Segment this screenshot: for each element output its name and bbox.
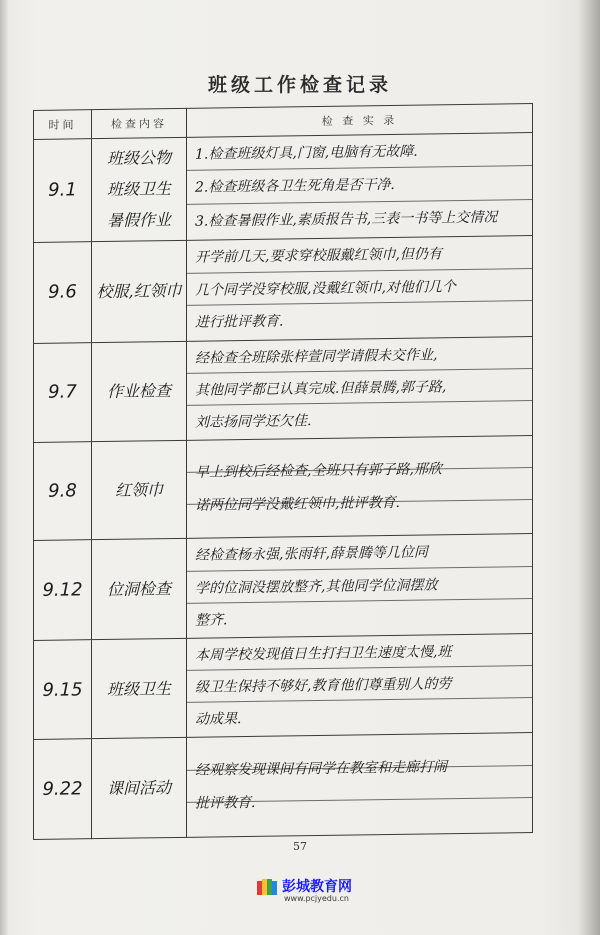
header-topic: 检查内容 <box>92 108 187 138</box>
detail-line: 经观察发现课间有同学在教室和走廊打闹 <box>195 759 447 779</box>
row-date: 9.12 <box>34 540 92 641</box>
detail-line: 其他同学都已认真完成.但薛景腾,郭子路, <box>195 378 447 399</box>
log-row <box>34 235 533 343</box>
detail-line: 2.检查班级各卫生死角是否干净. <box>195 177 395 197</box>
row-topic-cell <box>92 440 187 540</box>
row-date: 9.15 <box>34 640 92 740</box>
header-detail: 检 查 实 录 <box>187 104 533 138</box>
detail-line: 刘志扬同学还欠佳. <box>195 412 312 431</box>
inspection-log-table <box>33 103 533 840</box>
log-row <box>34 435 533 541</box>
detail-line: 本周学校发现值日生打扫卫生速度太慢,班 <box>195 644 452 664</box>
row-topic: 红领巾 <box>114 480 163 500</box>
row-topic: 校服,红领巾 <box>96 281 182 302</box>
row-date: 9.22 <box>34 739 92 840</box>
page-binding <box>0 0 8 935</box>
row-detail-cell <box>187 235 533 341</box>
detail-line: 1.检查班级灯具,门窗,电脑有无故障. <box>195 143 418 163</box>
log-row <box>34 733 533 840</box>
row-topic: 位洞检查 <box>106 579 171 600</box>
row-topic: 暑假作业 <box>106 210 171 231</box>
row-detail-cell <box>187 435 533 539</box>
log-row <box>34 133 533 243</box>
row-topic-cell <box>92 737 187 838</box>
row-detail-cell <box>187 133 533 241</box>
row-detail-cell <box>187 336 533 440</box>
detail-line: 3.检查暑假作业,素质报告书,三表一书等上交情况 <box>195 209 498 230</box>
log-row <box>34 634 533 740</box>
detail-line: 级卫生保持不够好,教育他们尊重别人的劳 <box>195 676 452 696</box>
detail-line: 批评教育. <box>195 794 256 812</box>
page-edge-shadow <box>578 0 600 935</box>
detail-line: 早上到校后经检查,全班只有郭子路,邢欣 <box>195 461 442 481</box>
detail-line: 几个同学没穿校服,没戴红领巾,对他们几个 <box>195 278 456 299</box>
detail-line: 开学前几天,要求穿校服戴红领巾,但仍有 <box>195 246 442 266</box>
row-detail-cell <box>187 634 533 738</box>
page-title: 班级工作检查记录 <box>207 74 392 96</box>
detail-line: 进行批评教育. <box>195 313 284 331</box>
row-topic-cell <box>92 539 187 640</box>
log-row <box>34 336 533 442</box>
row-topic-cell <box>92 341 187 441</box>
row-date: 9.1 <box>34 139 92 243</box>
header-date: 时间 <box>34 110 92 140</box>
row-detail-cell <box>187 534 533 639</box>
detail-line: 动成果. <box>195 711 242 728</box>
detail-line: 整齐. <box>195 612 228 629</box>
row-topic: 班级卫生 <box>106 179 171 200</box>
watermark-site-name: 彭城教育网 <box>282 879 352 895</box>
row-topic: 课间活动 <box>106 778 171 799</box>
row-topic-cell <box>92 240 187 342</box>
detail-line: 经检查全班除张梓萱同学请假未交作业, <box>195 347 438 367</box>
page-number: 57 <box>293 840 307 853</box>
row-topic: 作业检查 <box>106 381 171 402</box>
book-logo-icon <box>256 877 278 897</box>
row-detail-cell <box>187 733 533 838</box>
watermark-url: www.pcjyedu.cn <box>284 894 349 903</box>
row-topic-cell <box>92 137 187 241</box>
row-topic: 班级公物 <box>106 148 171 169</box>
row-date: 9.8 <box>34 441 92 541</box>
detail-line: 学的位洞没摆放整齐,其他同学位洞摆放 <box>195 577 438 597</box>
log-row <box>34 534 533 641</box>
row-date: 9.7 <box>34 342 92 442</box>
watermark <box>256 874 396 910</box>
row-topic-cell <box>92 639 187 739</box>
detail-line: 诺两位同学没戴红领巾,批评教育. <box>195 494 400 514</box>
row-date: 9.6 <box>34 242 92 344</box>
detail-line: 经检查杨永强,张雨轩,薛景腾等几位同 <box>195 544 428 565</box>
row-topic: 班级卫生 <box>106 678 171 699</box>
